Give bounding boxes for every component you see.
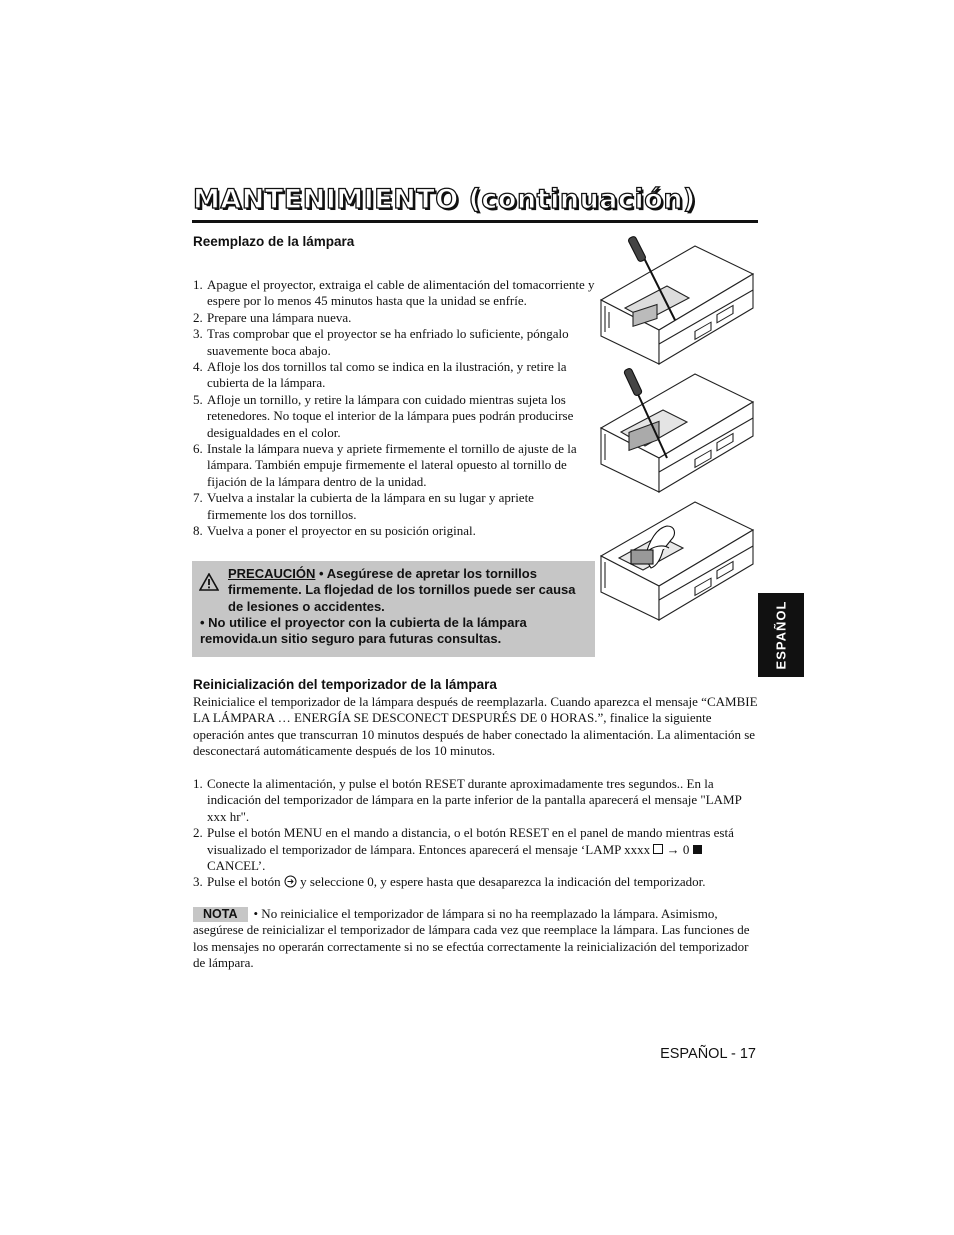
caution-box [192, 561, 595, 657]
empty-square-icon [653, 844, 663, 854]
list-item: 4. Afloje los dos tornillos tal como se indica en la ilustración, y retire la cubierta de la lámpara. [193, 359, 567, 391]
language-side-tab: ESPAÑOL [758, 593, 804, 677]
list-item: 1. Apague el proyector, extraiga el cable de alimentación del tomacorriente y espere por lo menos 45 minutos hasta que la unidad se enfríe. [193, 277, 595, 309]
timer-reset-steps [193, 776, 759, 891]
timer-reset-intro: Reinicialice el temporizador de la lámpara después de reemplazarla. Cuando aparezca el mensaje “CAMBIE LA LÁMPARA … ENERGÍA SE DESCONECT DESPURÉS DE 0 HORAS.”, finalice la siguiente operación antes que transcurran 10 minutos después de haber conectado la alimentación. La alimentación se desconectará automáticamente después de los 10 minutos. [193, 694, 758, 759]
note-paragraph [193, 906, 759, 972]
projector-lamp-illustration [597, 232, 757, 622]
list-item: 7. Vuelva a instalar la cubierta de la lámpara en su lugar y apriete firmemente los dos tornillos. [193, 490, 534, 522]
list-item: 3. Tras comprobar que el proyector se ha enfriado lo suficiente, póngalo suavemente boca abajo. [193, 326, 569, 358]
warning-triangle-icon [199, 573, 219, 591]
caution-text-1: • Asegúrese de apretar los tornillos firmemente. La flojedad de los tornillos puede ser causa de lesiones o accidentes. [228, 566, 576, 614]
projector-illustration-3 [601, 502, 753, 620]
caution-label: PRECAUCIÓN [228, 566, 316, 581]
page-title: MANTENIMIENTO (continuación) [193, 184, 696, 215]
list-item: 3. Pulse el botón y seleccione 0, y espere hasta que desaparezca la indicación del temporizador. [193, 874, 706, 890]
lamp-replacement-steps [193, 277, 595, 540]
projector-illustration-2 [601, 374, 753, 492]
projector-illustration-1 [601, 246, 753, 364]
list-item: 1. Conecte la alimentación, y pulse el botón RESET durante aproximadamente tres segundos.. En la indicación del temporizador de lámpara en la parte inferior de la pantalla aparecerá el mensaje "LAMP xxx hr". [193, 776, 742, 824]
enter-button-icon [284, 875, 297, 888]
list-item: 8. Vuelva a poner el proyector en su posición original. [193, 523, 476, 539]
note-badge: NOTA [193, 907, 248, 922]
section-heading-lamp-replacement: Reemplazo de la lámpara [193, 234, 355, 249]
filled-square-icon [693, 845, 702, 854]
page-number: ESPAÑOL - 17 [660, 1046, 756, 1062]
title-rule [192, 220, 758, 223]
caution-text-2: • No utilice el proyector con la cubierta de la lámpara removida.un sitio seguro para futuras consultas. [200, 614, 527, 647]
section-heading-lamp-timer-reset: Reinicialización del temporizador de la lámpara [193, 677, 497, 692]
list-item: 5. Afloje un tornillo, y retire la lámpara con cuidado mientras sujeta los retenedores. No toque el interior de la lámpara pues podrán producirse desigualdades en el color. [193, 391, 574, 440]
note-text: • No reinicialice el temporizador de lámpara si no ha reemplazado la lámpara. Asimismo, asegúrese de reinicializar el temporizador de lámpara cada vez que reemplace la lámpara. Las funciones de los mensajes no operarán correctamente si no se efectúa correctamente la reinicialización del temporizador de lámpara. [193, 906, 750, 971]
list-item: 2. Pulse el botón MENU en el mando a distancia, o el botón RESET en el panel de mando mientras está visualizado el temporizador de lámpara. Entonces aparecerá el mensaje ‘LAMP xxxx → 0 CANCEL’. [193, 825, 734, 874]
list-item: 2. Prepare una lámpara nueva. [193, 309, 352, 325]
list-item: 6. Instale la lámpara nueva y apriete firmemente el tornillo de ajuste de la lámpara. También empuje firmemente el lateral opuesto al tornillo de fijación de la lámpara dentro de la unidad. [193, 441, 577, 489]
